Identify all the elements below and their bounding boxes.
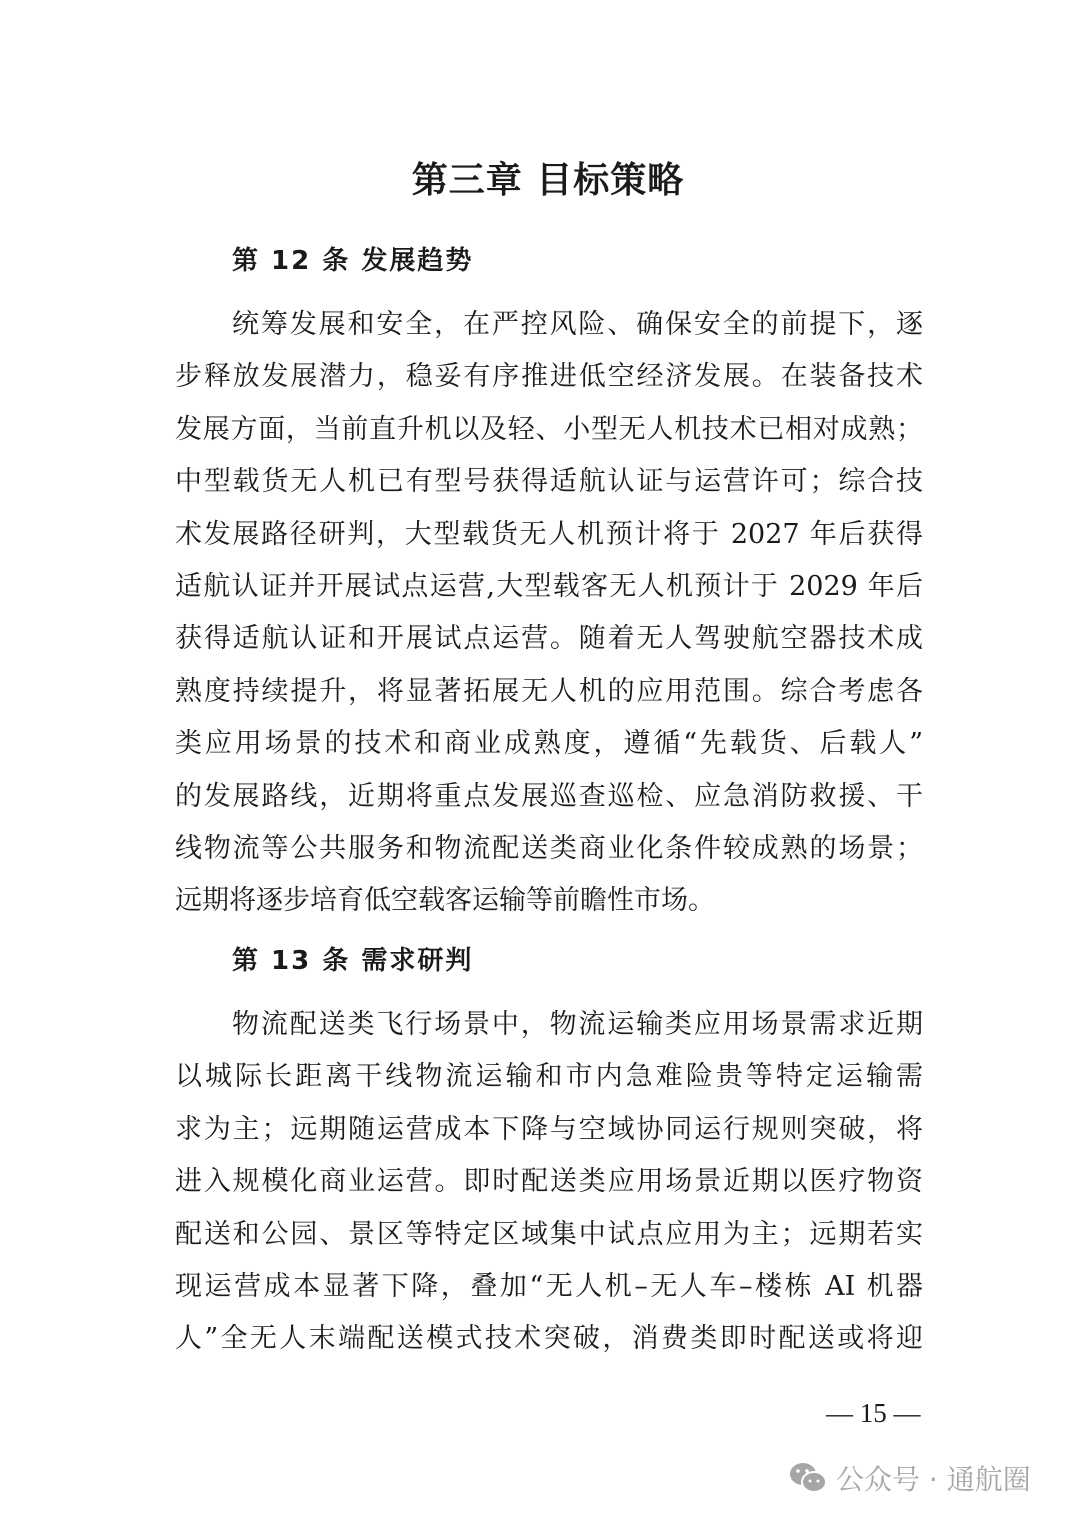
paragraph-line: 中型载货无人机已有型号获得适航认证与运营许可；综合技 xyxy=(175,466,923,498)
paragraph-line: 远期将逐步培育低空载客运输等前瞻性市场。 xyxy=(175,885,715,917)
page-number: — 15 — xyxy=(826,1398,921,1428)
paragraph-line: 物流配送类飞行场景中，物流运输类应用场景需求近期 xyxy=(232,1009,923,1040)
paragraph-line: 以城际长距离干线物流运输和市内急难险贵等特定运输需 xyxy=(175,1061,923,1093)
paragraph-line: 的发展路线，近期将重点发展巡查巡检、应急消防救援、干 xyxy=(175,780,923,812)
section-heading: 第 12 条 发展趋势 xyxy=(232,246,474,276)
paragraph-line: 适航认证并开展试点运营,大型载客无人机预计于 2029 年后 xyxy=(175,571,923,602)
watermark-text: 公众号 · 通航圈 xyxy=(836,1463,1031,1496)
paragraph-line: 发展方面，当前直升机以及轻、小型无人机技术已相对成熟； xyxy=(175,413,923,445)
paragraph-line: 线物流等公共服务和物流配送类商业化条件较成熟的场景； xyxy=(175,833,923,864)
paragraph-line: 类应用场景的技术和商业成熟度，遵循“先载货、后载人” xyxy=(175,728,923,760)
paragraph-line: 统筹发展和安全，在严控风险、确保安全的前提下，逐 xyxy=(232,309,923,340)
paragraph-line: 求为主；远期随运营成本下降与空域协同运行规则突破，将 xyxy=(175,1113,923,1145)
paragraph-line: 术发展路径研判，大型载货无人机预计将于 2027 年后获得 xyxy=(175,518,923,550)
paragraph-line: 获得适航认证和开展试点运营。随着无人驾驶航空器技术成 xyxy=(175,623,923,655)
watermark xyxy=(788,1458,1031,1498)
paragraph-line: 现运营成本显著下降，叠加“无人机–无人车–楼栋 AI 机器 xyxy=(175,1271,923,1302)
paragraph-line: 进入规模化商业运营。即时配送类应用场景近期以医疗物资 xyxy=(175,1166,923,1198)
paragraph-line: 配送和公园、景区等特定区域集中试点应用为主；远期若实 xyxy=(175,1218,923,1250)
wechat-icon xyxy=(788,1461,828,1495)
chapter-title: 第三章 目标策略 xyxy=(411,160,685,201)
paragraph-line: 人”全无人末端配送模式技术突破，消费类即时配送或将迎 xyxy=(175,1323,923,1355)
section-heading: 第 13 条 需求研判 xyxy=(232,946,474,976)
paragraph-line: 步释放发展潜力，稳妥有序推进低空经济发展。在装备技术 xyxy=(175,361,923,393)
paragraph-line: 熟度持续提升，将显著拓展无人机的应用范围。综合考虑各 xyxy=(175,675,923,707)
